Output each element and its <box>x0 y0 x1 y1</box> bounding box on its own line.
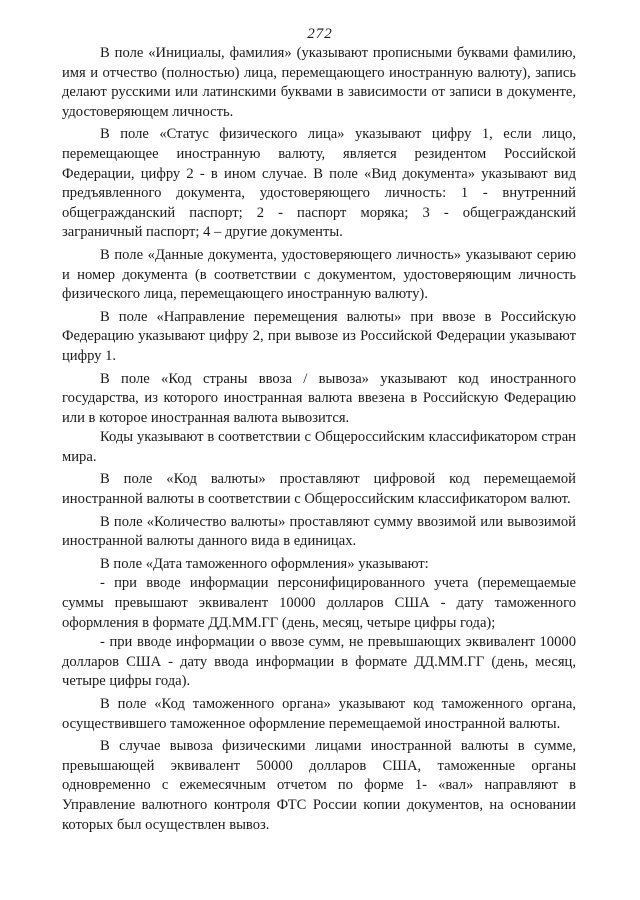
paragraph-initials-field: В поле «Инициалы, фамилия» (указывают прописными буквами фамилию, имя и отчество (полностью) лица, перемещающего иностранную валюту), запись делают русскими или латинскими буквами в зависимости от записи в документе, удостоверяющем личность. <box>62 45 576 120</box>
paragraph-country-classifier: Коды указывают в соответствии с Общероссийским классификатором стран мира. <box>62 429 576 465</box>
paragraph-export-report: В случае вывоза физическими лицами иностранной валюты в сумме, превышающей эквивалент 50000 долларов США, таможенные органы одновременно с ежемесячным отчетом по форме 1- «вал» направляют в Управление валютного контроля ФТС России копии документов, на основании которых был осуществлен вывоз. <box>62 738 576 833</box>
paragraph-clearance-date-personal: - при вводе информации персонифицированного учета (перемещаемые суммы превышают эквивалент 10000 долларов США - дату таможенного оформления в формате ДД.ММ.ГГ (день, месяц, четыре цифры года); <box>62 575 576 631</box>
paragraph-customs-code: В поле «Код таможенного органа» указывают код таможенного органа, осуществившего таможенное оформление перемещаемой иностранной валюты. <box>62 696 576 732</box>
paragraph-clearance-date: В поле «Дата таможенного оформления» указывают: <box>100 555 429 572</box>
paragraph-status-and-doc-type: В поле «Статус физического лица» указывают цифру 1, если лицо, перемещающее иностранную валюту, является резидентом Российской Федерации, цифру 2 - в ином случае. В поле «Вид документа» указывают вид предъявленного документа, удостоверяющего личность: 1 - внутренний общегражданский паспорт; 2 - паспорт моряка; 3 - общегражданский заграничный паспорт; 4 – другие документы. <box>62 126 576 241</box>
page-number: 272 <box>307 26 333 42</box>
paragraph-direction: В поле «Направление перемещения валюты» при ввозе в Российскую Федерацию указывают цифру 2, при вывозе из Российской Федерации указывают цифру 1. <box>62 308 576 364</box>
paragraph-document-data: В поле «Данные документа, удостоверяющего личность» указывают серию и номер документа (в соответствии с документом, удостоверяющим личность физического лица, перемещающего иностранную валюту). <box>62 246 576 303</box>
paragraph-currency-amount: В поле «Количество валюты» проставляют сумму ввозимой или вывозимой иностранной валюты данного вида в единицах. <box>62 513 576 550</box>
paragraph-clearance-date-import: - при вводе информации о ввозе сумм, не превышающих эквивалент 10000 долларов США - дату ввода информации в формате ДД.ММ.ГГ (день, месяц, четыре цифры года). <box>62 634 576 690</box>
paragraph-country-code: В поле «Код страны ввоза / вывоза» указывают код иностранного государства, из которого иностранная валюта ввезена в Российскую Федерацию или в которое иностранная валюта вывозится. <box>62 370 576 426</box>
paragraph-currency-code: В поле «Код валюты» проставляют цифровой код перемещаемой иностранной валюты в соответствии с Общероссийским классификатором валют. <box>62 471 576 508</box>
document-body <box>62 44 576 838</box>
